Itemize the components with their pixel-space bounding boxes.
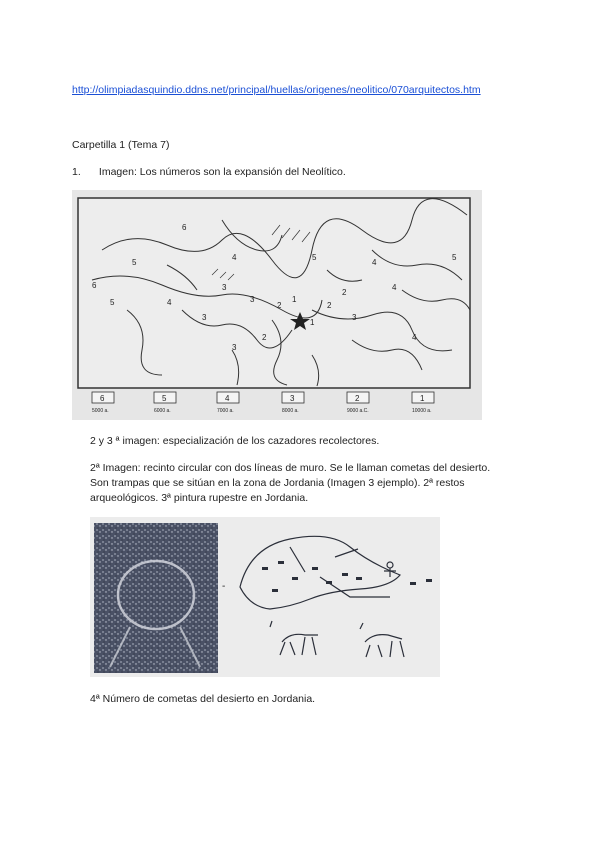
svg-text:3: 3 bbox=[290, 394, 295, 403]
svg-text:6000 a.: 6000 a. bbox=[154, 408, 171, 414]
region-number: 4 bbox=[412, 333, 417, 342]
list-item-number: 1. bbox=[72, 166, 81, 178]
neolithic-expansion-map bbox=[72, 190, 482, 420]
region-number: 4 bbox=[232, 253, 237, 262]
region-number: 1 bbox=[292, 295, 297, 304]
svg-text:4: 4 bbox=[225, 394, 230, 403]
svg-text:-: - bbox=[222, 581, 226, 592]
section-title: Carpetilla 1 (Tema 7) bbox=[72, 139, 170, 151]
svg-text:8000 a.: 8000 a. bbox=[282, 408, 299, 414]
svg-text:10000 a.: 10000 a. bbox=[412, 408, 432, 414]
region-number: 2 bbox=[327, 301, 332, 310]
region-number: 2 bbox=[262, 333, 267, 342]
paragraph-line: 2ª Imagen: recinto circular con dos líneas de muro. Se le llaman cometas del desierto. bbox=[90, 462, 491, 474]
region-number: 2 bbox=[277, 301, 282, 310]
region-number: 4 bbox=[372, 258, 377, 267]
paragraph-line: arqueológicos. 3ª pintura rupestre en Jordania. bbox=[90, 492, 309, 504]
region-number: 3 bbox=[232, 343, 237, 352]
region-number: 5 bbox=[110, 298, 115, 307]
list-item-1 bbox=[72, 166, 346, 178]
legend-item bbox=[412, 392, 434, 414]
region-number: 4 bbox=[392, 283, 397, 292]
region-number: 3 bbox=[352, 313, 357, 322]
list-item-text: Imagen: Los números son la expansión del Neolítico. bbox=[98, 166, 346, 178]
svg-text:5: 5 bbox=[162, 394, 167, 403]
region-number: 3 bbox=[250, 295, 255, 304]
region-number: 2 bbox=[342, 288, 347, 297]
svg-text:5000 a.: 5000 a. bbox=[92, 408, 109, 414]
svg-text:6: 6 bbox=[100, 394, 105, 403]
paragraph-line: Son trampas que se sitúan en la zona de Jordania (Imagen 3 ejemplo). 2ª restos bbox=[90, 477, 465, 489]
region-number: 6 bbox=[182, 223, 187, 232]
source-link[interactable]: http://olimpiadasquindio.ddns.net/principal/huellas/origenes/neolitico/070arquitectos.htm bbox=[72, 84, 481, 96]
region-number: 5 bbox=[132, 258, 137, 267]
svg-text:2: 2 bbox=[355, 394, 360, 403]
region-number: 3 bbox=[222, 283, 227, 292]
region-number: 1 bbox=[310, 318, 315, 327]
paragraph-4: 4ª Número de cometas del desierto en Jordania. bbox=[90, 693, 316, 705]
paragraph-2a bbox=[90, 461, 530, 506]
paragraph-2-3: 2 y 3 ª imagen: especialización de los cazadores recolectores. bbox=[90, 435, 380, 447]
desert-kite-figure bbox=[90, 517, 440, 677]
legend-item bbox=[347, 392, 369, 414]
aerial-photo bbox=[94, 523, 218, 673]
region-number: 4 bbox=[167, 298, 172, 307]
svg-text:7000 a.: 7000 a. bbox=[217, 408, 234, 414]
region-number: 5 bbox=[312, 253, 317, 262]
region-number: 6 bbox=[92, 281, 97, 290]
region-number: 5 bbox=[452, 253, 457, 262]
svg-text:1: 1 bbox=[420, 394, 425, 403]
region-number: 3 bbox=[202, 313, 207, 322]
svg-text:9000 a.C.: 9000 a.C. bbox=[347, 408, 369, 414]
